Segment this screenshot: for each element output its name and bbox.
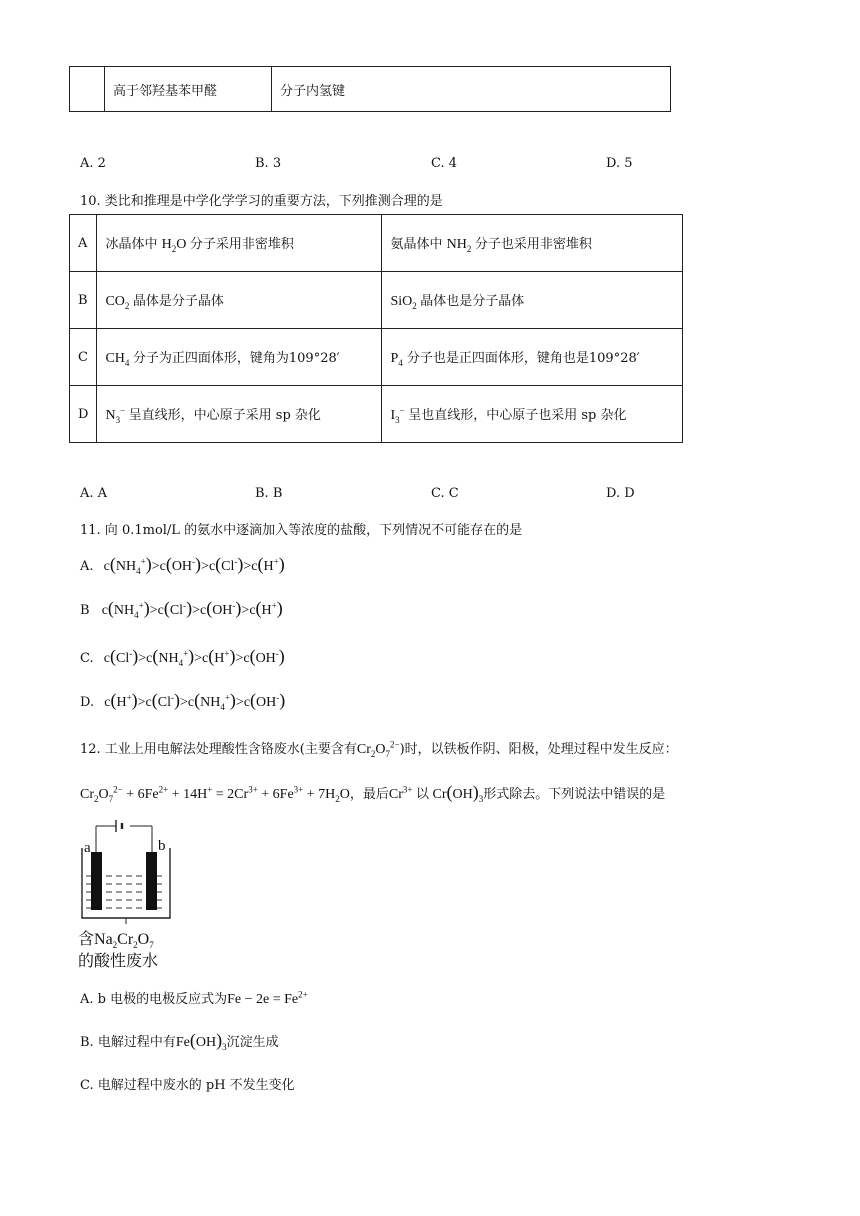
option-d: D. D bbox=[606, 486, 635, 501]
left-cell bbox=[97, 329, 382, 386]
text: 以 bbox=[415, 787, 429, 802]
question-10-stem: 10. 类比和推理是中学化学学习的重要方法，下列推测合理的是 bbox=[80, 194, 443, 209]
formula: $c(Cl^-)>c(NH_4^+)>c(H^+)>c(OH^-)$ bbox=[103, 646, 285, 668]
formula: $c(NH_4^+)>c(Cl^-)>c(OH^-)>c(H^+)$ bbox=[101, 598, 283, 620]
row-label: B bbox=[70, 272, 97, 329]
formula: $N_3^-$ bbox=[105, 404, 126, 425]
option-label: A. bbox=[80, 559, 94, 574]
question-12-stem bbox=[80, 738, 678, 759]
q12-option-a bbox=[80, 988, 308, 1008]
formula: $Cr(OH)_3$ bbox=[429, 782, 484, 804]
q11-option-d bbox=[80, 690, 285, 712]
left-cell bbox=[97, 272, 382, 329]
formula: $Fe - 2e = Fe^{2+}$ bbox=[227, 989, 308, 1007]
right-cell bbox=[382, 215, 683, 272]
question-11-stem: 11. 向 0.1mol/L 的氨水中逐滴加入等浓度的盐酸，下列情况不可能存在的是 bbox=[80, 523, 523, 538]
formula: SiO$_2$ bbox=[390, 293, 417, 311]
formula: $CO_2$ bbox=[105, 293, 130, 311]
formula: $c(H^+)>c(Cl^-)>c(NH_4^+)>c(OH^-)$ bbox=[104, 690, 286, 712]
left-cell bbox=[97, 215, 382, 272]
text: 呈直线形，中心原子采用 sp 杂化 bbox=[128, 407, 321, 423]
text: 晶体也是分子晶体 bbox=[420, 293, 525, 309]
left-cell bbox=[97, 386, 382, 443]
q12-option-b bbox=[80, 1030, 279, 1052]
formula: $Cr^{3+}$ bbox=[388, 784, 413, 802]
text: 分子采用非密堆积 bbox=[189, 236, 294, 252]
table-row bbox=[70, 272, 683, 329]
table-cell: 分子内氢键 bbox=[272, 67, 671, 112]
option-c: C. C bbox=[431, 486, 459, 501]
right-cell bbox=[382, 272, 683, 329]
table-cell: 高于邻羟基苯甲醛 bbox=[105, 67, 272, 112]
formula: $I_3^-$ bbox=[390, 404, 405, 425]
option-a: A. A bbox=[80, 486, 108, 501]
table-cell bbox=[70, 67, 105, 112]
table-row bbox=[70, 67, 671, 112]
q12-option-c: C. 电解过程中废水的 pH 不发生变化 bbox=[80, 1078, 295, 1093]
text: 12. 工业上用电解法处理酸性含铬废水(主要含有 bbox=[80, 742, 357, 757]
formula: $Fe(OH)_3$ bbox=[175, 1030, 227, 1052]
option-label: B bbox=[80, 603, 90, 618]
formula: $H_2O$ bbox=[161, 236, 190, 254]
electrode-a bbox=[91, 852, 102, 910]
text: 冰晶体中 bbox=[105, 236, 158, 252]
q11-option-a bbox=[80, 554, 285, 576]
formula: $P_4$ bbox=[390, 350, 403, 368]
equation: $Cr_2O_7^{2-} + 6Fe^{2+} + 14H^+ = 2Cr^{3+} + 6Fe^{3+} + 7H_2O$ bbox=[80, 784, 350, 804]
text: ，最后 bbox=[349, 787, 389, 802]
text: 晶体是分子晶体 bbox=[132, 293, 224, 309]
figure-caption-1: 含$Na_2Cr_2O_7$ bbox=[78, 929, 154, 951]
row-label: C bbox=[70, 329, 97, 386]
right-cell bbox=[382, 386, 683, 443]
option-c: C. 4 bbox=[431, 156, 458, 171]
option-a: A. 2 bbox=[80, 156, 106, 171]
top-table bbox=[69, 66, 671, 112]
q11-option-c bbox=[80, 646, 285, 668]
electrode-b bbox=[146, 852, 157, 910]
text: A. b 电极的电极反应式为 bbox=[80, 992, 228, 1007]
formula: $CH_4$ bbox=[105, 350, 130, 368]
text: B. 电解过程中有 bbox=[80, 1035, 176, 1050]
formula: $c(NH_4^+)>c(OH^-)>c(Cl^-)>c(H^+)$ bbox=[103, 554, 285, 576]
text: 形式除去。下列说法中错误的是 bbox=[483, 787, 666, 802]
text: 分子也采用非密堆积 bbox=[474, 236, 592, 252]
text: )时，以铁板作阴、阳极，处理过程中发生反应： bbox=[399, 742, 678, 757]
figure-caption-2: 的酸性废水 bbox=[78, 951, 159, 970]
option-label: D. bbox=[80, 695, 95, 710]
option-b: B. 3 bbox=[255, 156, 282, 171]
table-row bbox=[70, 329, 683, 386]
q11-option-b bbox=[80, 598, 283, 620]
question-12-equation-line bbox=[80, 782, 665, 804]
option-d: D. 5 bbox=[606, 156, 633, 171]
row-label: D bbox=[70, 386, 97, 443]
formula: $NH_2$ bbox=[446, 236, 472, 254]
q10-table bbox=[69, 214, 683, 443]
text: 沉淀生成 bbox=[226, 1035, 279, 1050]
label-b: b bbox=[158, 838, 166, 854]
label-a: a bbox=[84, 840, 91, 856]
row-label: A bbox=[70, 215, 97, 272]
text: 氨晶体中 bbox=[390, 236, 443, 252]
text: 分子也是正四面体形，键角也是109°28′ bbox=[406, 350, 640, 366]
text: 分子为正四面体形，键角为109°28′ bbox=[132, 350, 340, 366]
option-label: C. bbox=[80, 651, 94, 666]
option-b: B. B bbox=[255, 486, 283, 501]
table-row bbox=[70, 386, 683, 443]
right-cell bbox=[382, 329, 683, 386]
text: 呈也直线形，中心原子也采用 sp 杂化 bbox=[408, 407, 627, 423]
formula: $Cr_2O_7^{2-}$ bbox=[356, 739, 400, 759]
table-row bbox=[70, 215, 683, 272]
